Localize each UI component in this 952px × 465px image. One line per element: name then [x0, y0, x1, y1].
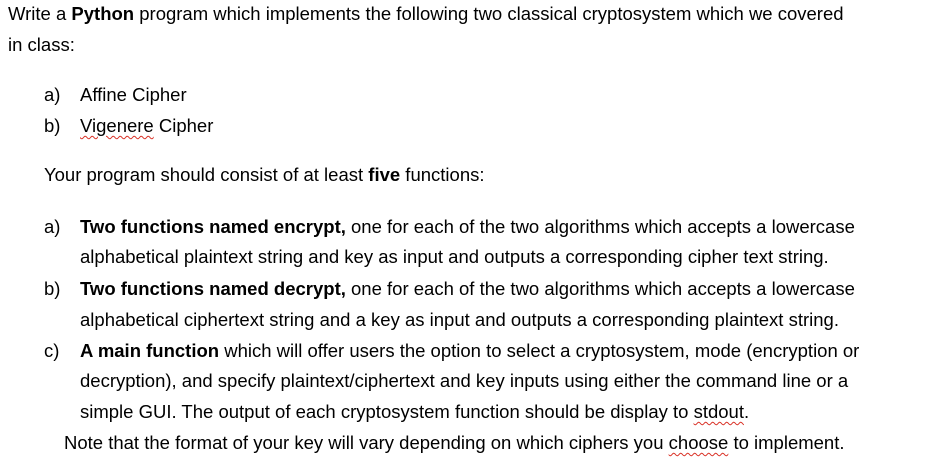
- requirement-b-marker: b): [44, 278, 61, 299]
- note-line: [64, 431, 845, 455]
- functions-intro-rest: functions:: [400, 164, 485, 185]
- cipher-b-marker: b): [44, 115, 61, 136]
- requirement-c-bold: A main function: [80, 340, 220, 361]
- cipher-a-text: Affine Cipher: [80, 84, 187, 105]
- requirement-b-line-1: [80, 277, 855, 301]
- requirement-c-marker: c): [44, 340, 60, 361]
- intro-bold-python: Python: [71, 3, 135, 24]
- requirement-a-text: one for each of the two algorithms which accepts a lowercase: [345, 216, 855, 237]
- cipher-a-marker: a): [44, 84, 61, 105]
- stdout-spellcheck-word: stdout: [693, 401, 744, 422]
- requirement-c-line-2: decryption), and specify plaintext/ciphertext and key inputs using either the command line or a: [80, 370, 849, 391]
- intro-text-rest: program which implements the following two classical cryptosystem which we covered: [134, 3, 844, 24]
- intro-text: Write a: [8, 3, 72, 24]
- note-text: Note that the format of your key will vary depending on which ciphers you: [64, 432, 669, 453]
- note-text-end: to implement.: [728, 432, 845, 453]
- requirement-c-line-3-end: .: [743, 401, 750, 422]
- choose-spellcheck-word: choose: [668, 432, 729, 453]
- intro-line-1: [8, 2, 844, 26]
- requirement-c-line-3-text: simple GUI. The output of each cryptosystem function should be display to: [80, 401, 694, 422]
- functions-intro-text: Your program should consist of at least: [44, 164, 369, 185]
- functions-intro-bold: five: [368, 164, 401, 185]
- intro-line-2: in class:: [8, 34, 75, 55]
- requirement-a-bold: Two functions named encrypt,: [80, 216, 346, 237]
- cipher-b-rest: Cipher: [153, 115, 214, 136]
- requirement-b-line-2: alphabetical ciphertext string and a key as input and outputs a corresponding plaintext string.: [80, 309, 839, 330]
- functions-intro: [44, 163, 485, 187]
- requirement-c-text: which will offer users the option to select a cryptosystem, mode (encryption or: [219, 340, 860, 361]
- requirement-a-line-2: alphabetical plaintext string and key as input and outputs a corresponding cipher text string.: [80, 246, 829, 267]
- vigenere-spellcheck-word: Vigenere: [80, 115, 154, 136]
- requirement-b-text: one for each of the two algorithms which accepts a lowercase: [345, 278, 855, 299]
- requirement-b-bold: Two functions named decrypt,: [80, 278, 346, 299]
- cipher-b-text: [80, 114, 213, 138]
- requirement-a-line-1: [80, 215, 855, 239]
- requirement-c-line-3: [80, 400, 749, 424]
- requirement-a-marker: a): [44, 216, 61, 237]
- requirement-c-line-1: [80, 339, 859, 363]
